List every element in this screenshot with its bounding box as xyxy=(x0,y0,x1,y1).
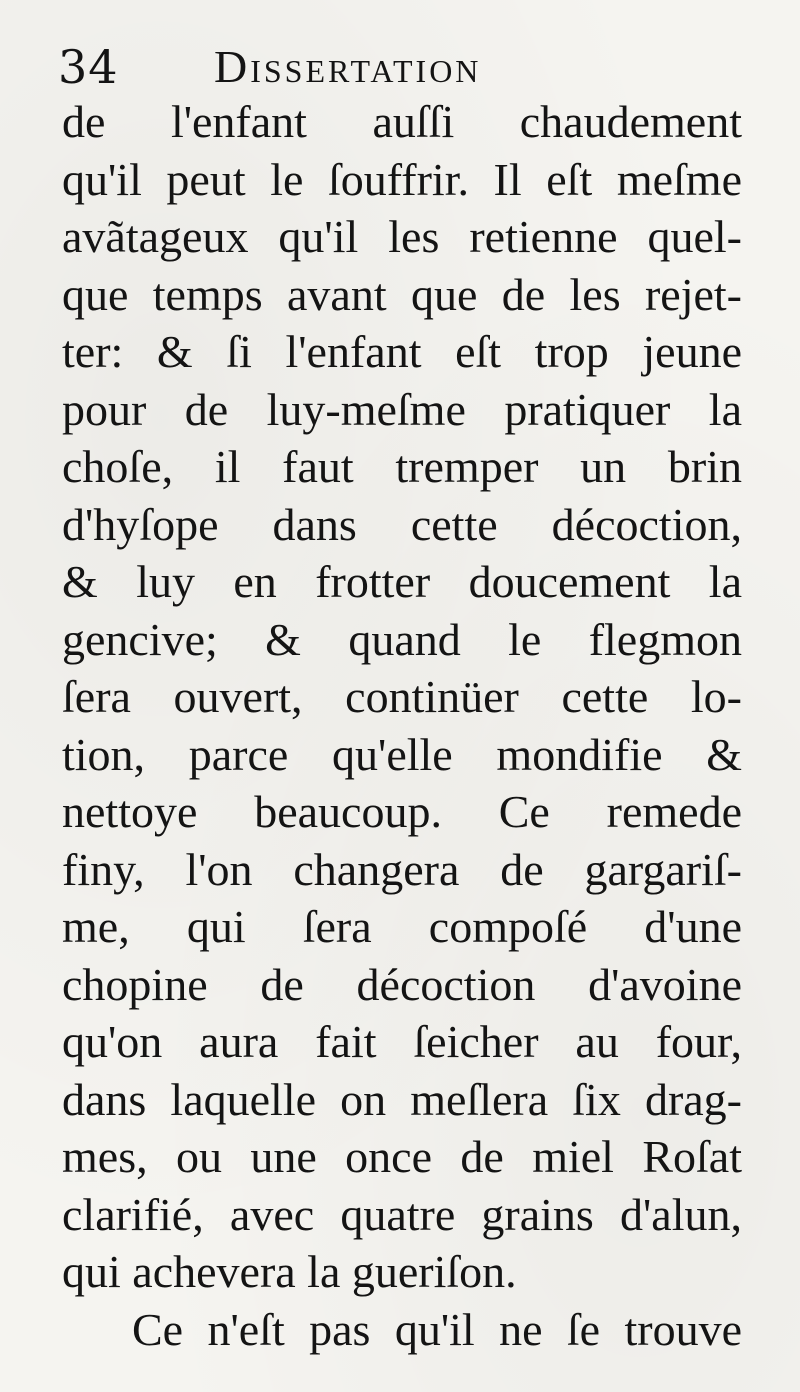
text-line: chopine de décoction d'avoine xyxy=(62,958,742,1010)
text-line: tion, parce qu'elle mondifie & xyxy=(62,728,742,780)
text-line: & luy en frotter doucement la xyxy=(62,556,742,607)
body-text xyxy=(62,93,742,1358)
text-line: nettoye beaucoup. Ce remede xyxy=(62,786,742,837)
text-line: ter: & ſi l'enfant eſt trop jeune xyxy=(62,326,742,377)
text-line: dans laquelle on meſlera ſix drag- xyxy=(62,1073,742,1125)
page-number: 34 xyxy=(58,40,119,94)
text-line: que temps avant que de les rejet- xyxy=(62,268,742,320)
text-line: Ce n'eſt pas qu'il ne ſe trouve xyxy=(132,1303,742,1355)
text-line: d'hyſope dans cette décoction, xyxy=(62,498,742,550)
text-line: choſe, il faut tremper un brin xyxy=(62,441,742,492)
text-line: me, qui ſera compoſé d'une xyxy=(62,901,742,952)
text-line: mes, ou une once de miel Roſat xyxy=(62,1131,742,1182)
text-line: clarifié, avec quatre grains d'alun, xyxy=(62,1188,742,1240)
text-line: ſera ouvert, continüer cette lo- xyxy=(62,671,742,722)
text-line: qui achevera la gueriſon. xyxy=(62,1246,517,1297)
text-line: qu'on aura fait ſeicher au four, xyxy=(62,1016,742,1067)
text-line: de l'enfant auſſi chaudement xyxy=(62,96,742,147)
page-header xyxy=(58,30,758,94)
running-head: Dissertation xyxy=(214,41,482,92)
text-line: finy, l'on changera de gargariſ- xyxy=(62,843,742,895)
text-line: gencive; & quand le flegmon xyxy=(62,613,742,665)
text-line: qu'il peut le ſouffrir. Il eſt meſme xyxy=(62,153,742,205)
text-line: avãtageux qu'il les retienne quel- xyxy=(62,211,742,262)
text-line: pour de luy-meſme pratiquer la xyxy=(62,383,742,435)
